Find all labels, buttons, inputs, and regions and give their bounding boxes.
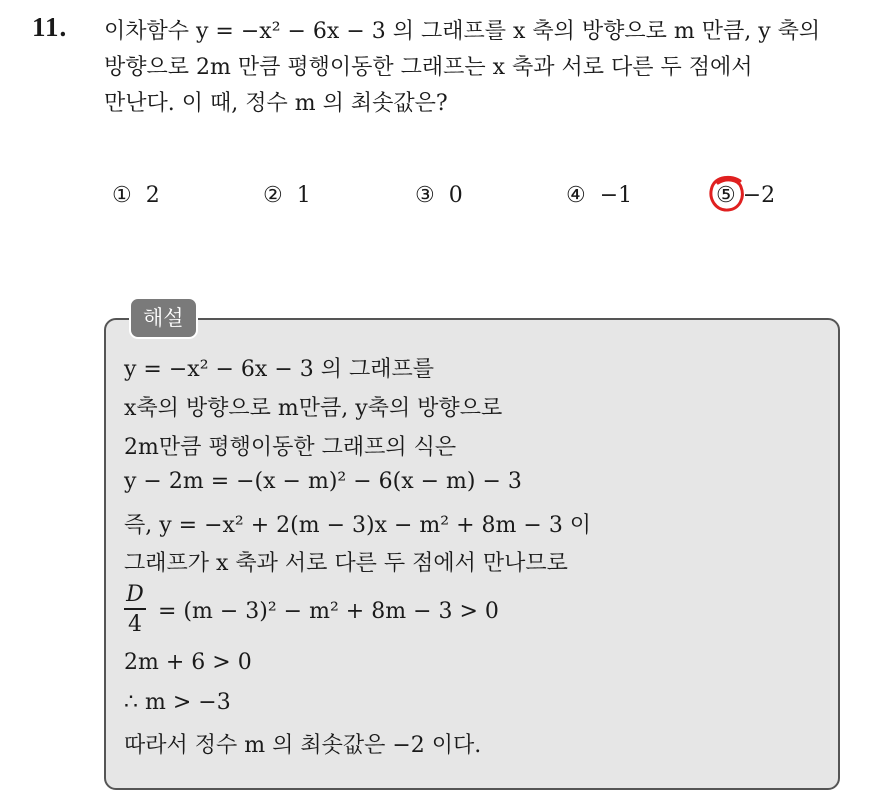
solution-line: y − 2m = −(x − m)² − 6(x − m) − 3 — [124, 469, 522, 494]
choice-value: −2 — [742, 183, 776, 208]
solution-line: = (m − 3)² − m² + 8m − 3 > 0 — [158, 599, 499, 624]
question-text — [104, 14, 864, 122]
question-line: 이차함수 y = −x² − 6x − 3 의 그래프를 x 축의 방향으로 m 만큼, y 축의 — [104, 19, 821, 44]
choice-number: ④ — [566, 183, 586, 208]
fraction-numerator: D — [126, 582, 144, 607]
choice-number: ② — [263, 183, 283, 208]
choice-value: 2 — [145, 183, 160, 208]
solution-tab-label: 해설 — [129, 297, 198, 339]
solution-line: 즉, y = −x² + 2(m − 3)x − m² + 8m − 3 이 — [124, 513, 592, 538]
question-line: 방향으로 2m 만큼 평행이동한 그래프는 x 축과 서로 다른 두 점에서 — [104, 55, 753, 80]
fraction-d-over-4 — [124, 582, 146, 637]
solution-line: y = −x² − 6x − 3 의 그래프를 — [124, 357, 434, 382]
solution-line: 따라서 정수 m 의 최솟값은 −2 이다. — [124, 733, 482, 758]
choice-1[interactable] — [112, 183, 160, 208]
solution-line: 2m + 6 > 0 — [124, 650, 252, 675]
choice-number: ① — [112, 183, 132, 208]
solution-line: 2m만큼 평행이동한 그래프의 식은 — [124, 435, 457, 460]
question-line: 만난다. 이 때, 정수 m 의 최솟값은? — [104, 91, 448, 116]
fraction-bar — [124, 608, 146, 610]
choice-value: −1 — [599, 183, 633, 208]
choice-3[interactable] — [415, 183, 463, 208]
choice-number: ⑤ — [716, 183, 736, 208]
choice-4[interactable] — [566, 183, 632, 208]
solution-line: 그래프가 x 축과 서로 다른 두 점에서 만나므로 — [124, 551, 568, 576]
choice-2[interactable] — [263, 183, 311, 208]
choice-number: ③ — [415, 183, 435, 208]
solution-line: ∴ m > −3 — [124, 690, 231, 715]
choice-value: 0 — [448, 183, 463, 208]
answer-circle-mark — [706, 173, 748, 215]
solution-line: x축의 방향으로 m만큼, y축의 방향으로 — [124, 396, 503, 421]
fraction-denominator: 4 — [128, 612, 142, 637]
question-number: 11. — [32, 12, 68, 42]
choice-value: 1 — [296, 183, 311, 208]
